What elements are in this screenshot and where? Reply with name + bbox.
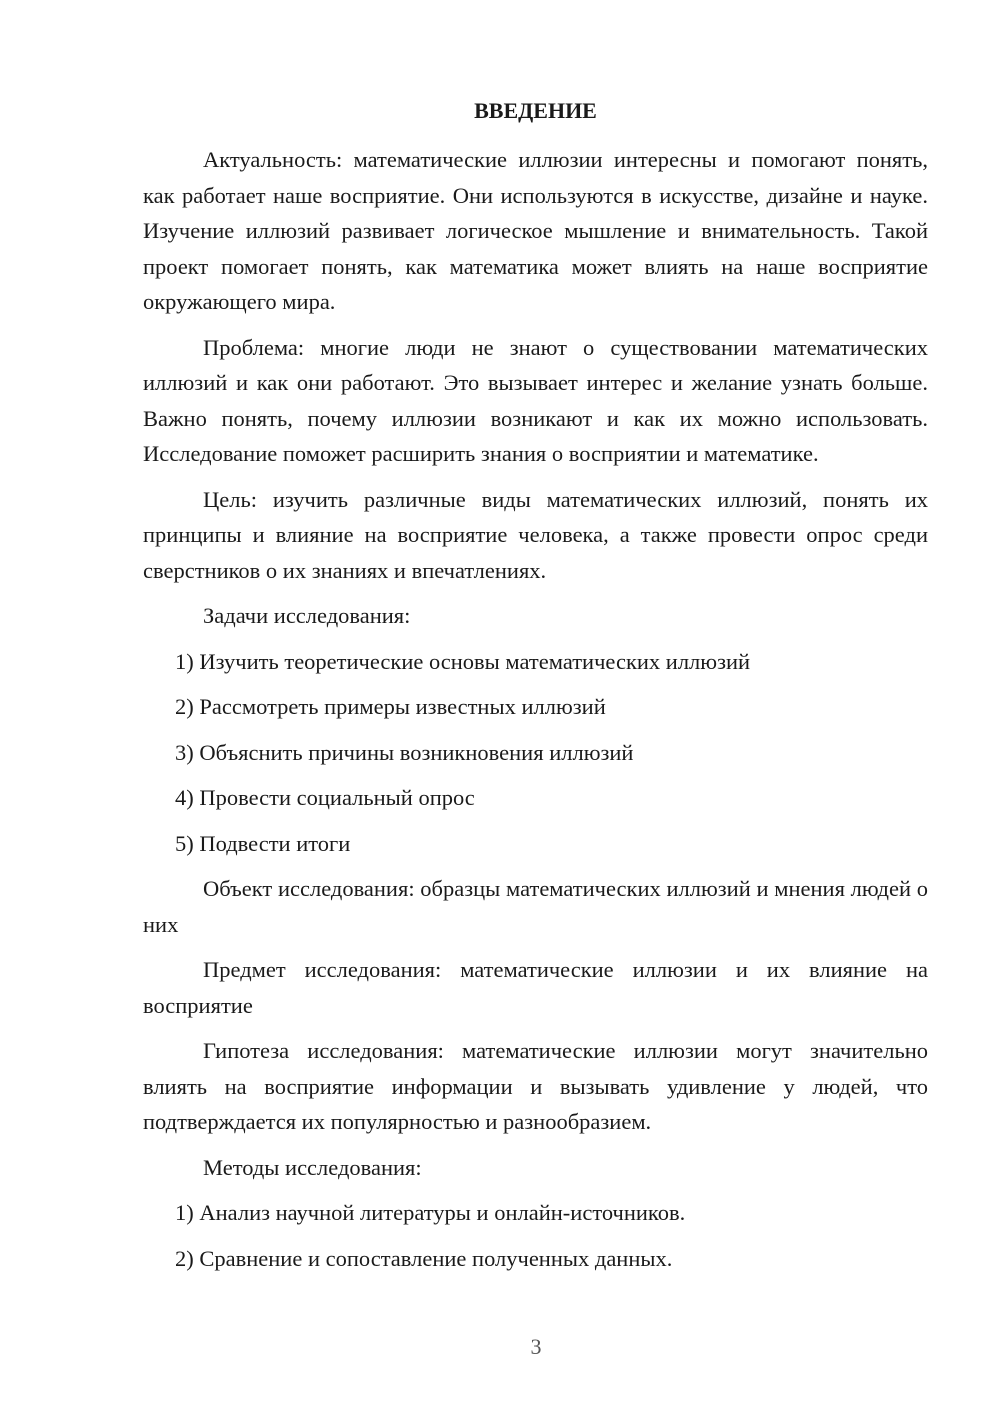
tasks-list-item: 3) Объяснить причины возникновения иллюзий bbox=[175, 739, 634, 765]
tasks-list-item: 5) Подвести итоги bbox=[175, 830, 351, 856]
subject-paragraph: Предмет исследования: математические иллюзии и их влияние на восприятие bbox=[143, 957, 928, 1018]
page-number: 3 bbox=[530, 1334, 542, 1359]
problem-paragraph: Проблема: многие люди не знают о существовании математических иллюзий и как они работают. Это вызывает интерес и желание узнать больше. Важно понять, почему иллюзии возникают и как их можно использовать. Исследование поможет расширить знания о восприятии и математике. bbox=[143, 334, 928, 466]
methods-label: Методы исследования: bbox=[203, 1154, 422, 1180]
goal-paragraph: Цель: изучить различные виды математических иллюзий, понять их принципы и влияние на восприятие человека, а также провести опрос среди сверстников о их знаниях и впечатлениях. bbox=[143, 486, 928, 583]
tasks-label: Задачи исследования: bbox=[203, 603, 411, 628]
methods-list-item: 1) Анализ научной литературы и онлайн-источников. bbox=[175, 1200, 686, 1225]
document-body bbox=[143, 142, 928, 1286]
object-paragraph: Объект исследования: образцы математических иллюзий и мнения людей о них bbox=[143, 876, 928, 937]
methods-list-item: 2) Сравнение и сопоставление полученных данных. bbox=[175, 1245, 673, 1271]
section-heading: ВВЕДЕНИЕ bbox=[474, 98, 597, 123]
tasks-list-item: 1) Изучить теоретические основы математических иллюзий bbox=[175, 648, 751, 674]
relevance-paragraph: Актуальность: математические иллюзии интересны и помогают понять, как работает наше восприятие. Они используются в искусстве, дизайне и науке. Изучение иллюзий развивает логическое мышление и внимательность. Такой проект помогает понять, как математика может влиять на наше восприятие окружающего мира. bbox=[143, 147, 928, 314]
tasks-list-item: 2) Рассмотреть примеры известных иллюзий bbox=[175, 694, 606, 719]
tasks-list-item: 4) Провести социальный опрос bbox=[175, 785, 475, 810]
hypothesis-paragraph: Гипотеза исследования: математические иллюзии могут значительно влиять на восприятие информации и вызывать удивление у людей, что подтверждается их популярностью и разнообразием. bbox=[143, 1038, 928, 1134]
